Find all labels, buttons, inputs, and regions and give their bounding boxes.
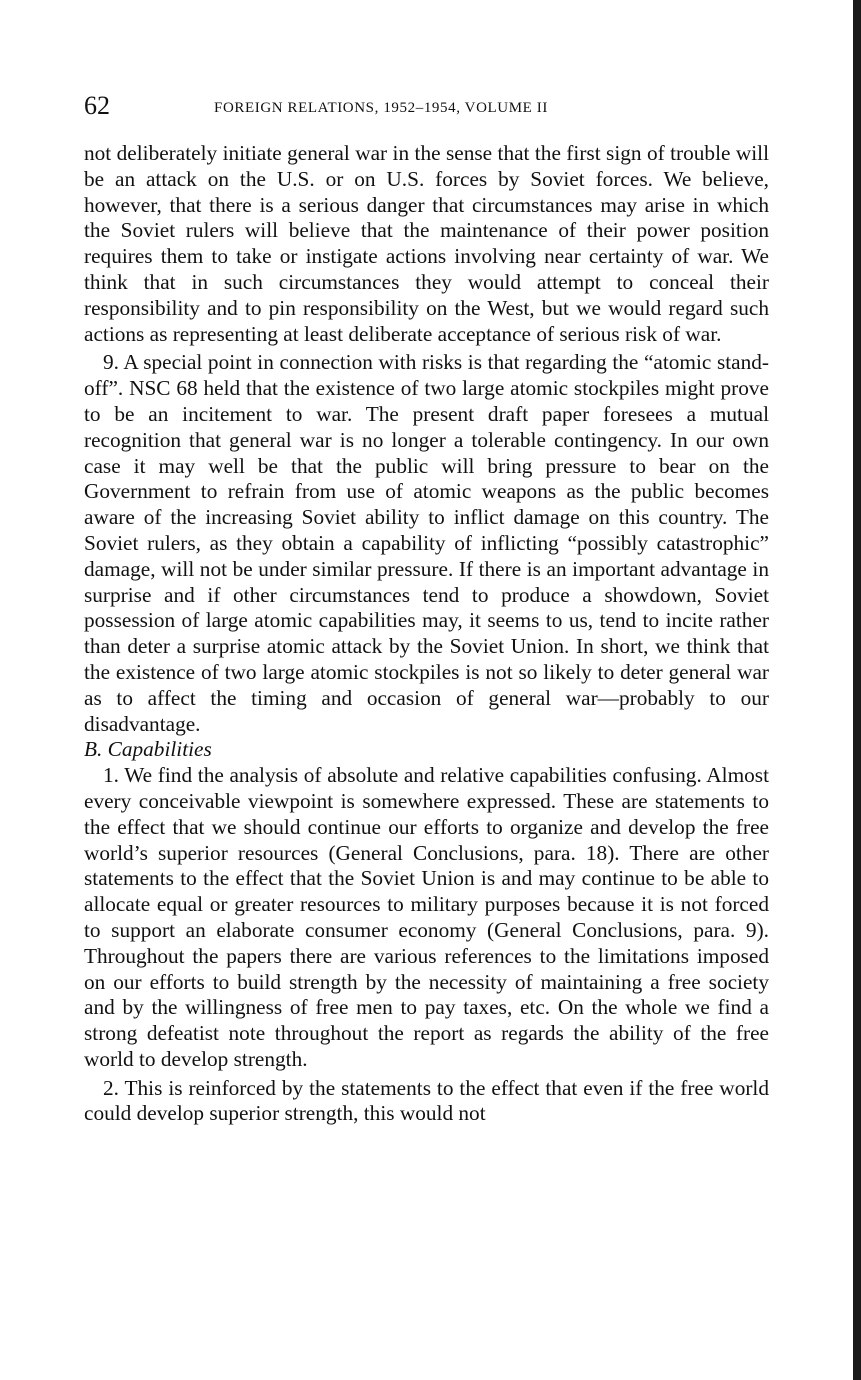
section-heading: B. Capabilities bbox=[84, 737, 212, 762]
running-head: FOREIGN RELATIONS, 1952–1954, VOLUME II bbox=[214, 100, 548, 116]
page-header bbox=[84, 88, 769, 128]
body-text bbox=[84, 141, 769, 1127]
paragraph-9: 9. A special point in connection with risks is that regarding the “atomic stand-off”. NSC 68 held that the existence of two large atomic stockpiles might prove to be an incitement to war. The present draft paper foresees a mutual recognition that general war is no longer a tolerable contingency. In our own case it may well be that the public will bring pressure to bear on the Government to refrain from use of atomic weapons as the public becomes aware of the increasing Soviet ability to inflict damage on this country. The Soviet rulers, as they obtain a capability of inflicting “possibly catastrophic” damage, will not be under similar pressure. If there is an important advantage in surprise and if other circumstances tend to produce a showdown, Soviet possession of large atomic capabilities may, it seems to us, tend to incite rather than deter a surprise atomic attack by the Soviet Union. In short, we think that the existence of two large atomic stockpiles is not so likely to deter general war as to affect the timing and occasion of general war—probably to our disadvantage. bbox=[84, 350, 769, 736]
page-number: 62 bbox=[84, 91, 110, 120]
paragraph-capabilities-2: 2. This is reinforced by the statements to the effect that even if the free world could develop superior strength, this would not bbox=[84, 1075, 769, 1126]
page-edge bbox=[853, 0, 861, 1380]
paragraph-continued: not deliberately initiate general war in the sense that the first sign of trouble will be an attack on the U.S. or on U.S. forces by Soviet forces. We believe, however, that there is a serious danger that circumstances may arise in which the Soviet rulers will believe that the maintenance of their power position requires them to take or instigate actions involving near certainty of war. We think that in such circumstances they would attempt to conceal their responsibility and to pin responsibility on the West, but we would regard such actions as representing at least deliberate acceptance of serious risk of war. bbox=[84, 141, 769, 346]
paragraph-capabilities-1: 1. We find the analysis of absolute and relative capabilities confusing. Almost every conceivable viewpoint is somewhere expressed. These are statements to the effect that we should continue our efforts to organize and develop the free world’s superior resources (General Conclusions, para. 18). There are other statements to the effect that the Soviet Union is and may continue to be able to allocate equal or greater resources to military purposes because it is not forced to support an elaborate consumer economy (General Conclusions, para. 9). Throughout the papers there are various references to the limitations imposed on our efforts to build strength by the necessity of maintaining a free society and by the willingness of free men to pay taxes, etc. On the whole we find a strong defeatist note throughout the report as regards the ability of the free world to develop strength. bbox=[84, 763, 769, 1071]
